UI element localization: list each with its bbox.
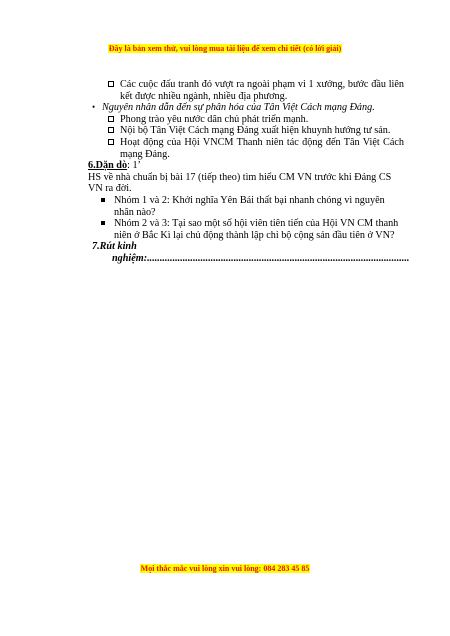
homework-instruction: HS về nhà chuẩn bị bài 17 (tiếp theo) tìm hiểu CM VN trước khi Đảng CS VN ra đời. (88, 171, 392, 195)
checkbox-bullet-icon (108, 127, 114, 133)
question-item: Nhóm 1 và 2: Khởi nghĩa Yên Bái thất bại nhanh chóng vì nguyên nhân nào? (100, 195, 404, 218)
list-item: Nội bộ Tân Việt Cách mạng Đảng xuất hiện khuynh hướng tư sản. (108, 125, 404, 137)
checkbox-bullet-icon (108, 116, 114, 122)
checkbox-bullet-icon (108, 81, 114, 87)
section-6-heading: 6.Dặn dò: 1’ (88, 160, 141, 172)
list-item: Hoạt động của Hội VNCM Thanh niên tác động đến Tân Việt Cách mạng Đảng. (108, 137, 404, 160)
document-body (88, 79, 410, 265)
contact-banner (0, 564, 450, 573)
diamond-bullet-icon: • (92, 102, 96, 113)
square-bullet-icon (101, 221, 105, 225)
subheading-reasons: • Nguyên nhân dẫn đến sự phân hóa của Tân Việt Cách mạng Đảng. (92, 102, 375, 114)
section-7-heading: 7.Rút kinh nghiệm:....................................................................................................... (92, 241, 410, 264)
square-bullet-icon (101, 198, 105, 202)
list-item: Phong trào yêu nước dân chủ phát triển mạnh. (108, 114, 404, 126)
preview-notice-text: Đây là bản xem thử, vui lòng mua tài liệu để xem chi tiết (có lời giải) (108, 44, 342, 53)
contact-text: Mọi thắc mắc vui lòng xin vui lòng: 084 283 45 85 (140, 564, 310, 573)
list-item: Các cuộc đấu tranh đó vượt ra ngoài phạm vi 1 xưởng, bước đầu liên kết được nhiều ngành, nhiều địa phương. (108, 79, 404, 102)
checkbox-bullet-icon (108, 139, 114, 145)
question-item: Nhóm 2 và 3: Tại sao một số hội viên tiên tiến của Hội VN CM thanh niên ở Bắc Kì lại chủ động thành lập chi bộ cộng sản đầu tiên ở VN? (100, 218, 404, 241)
preview-notice-banner (0, 44, 450, 53)
